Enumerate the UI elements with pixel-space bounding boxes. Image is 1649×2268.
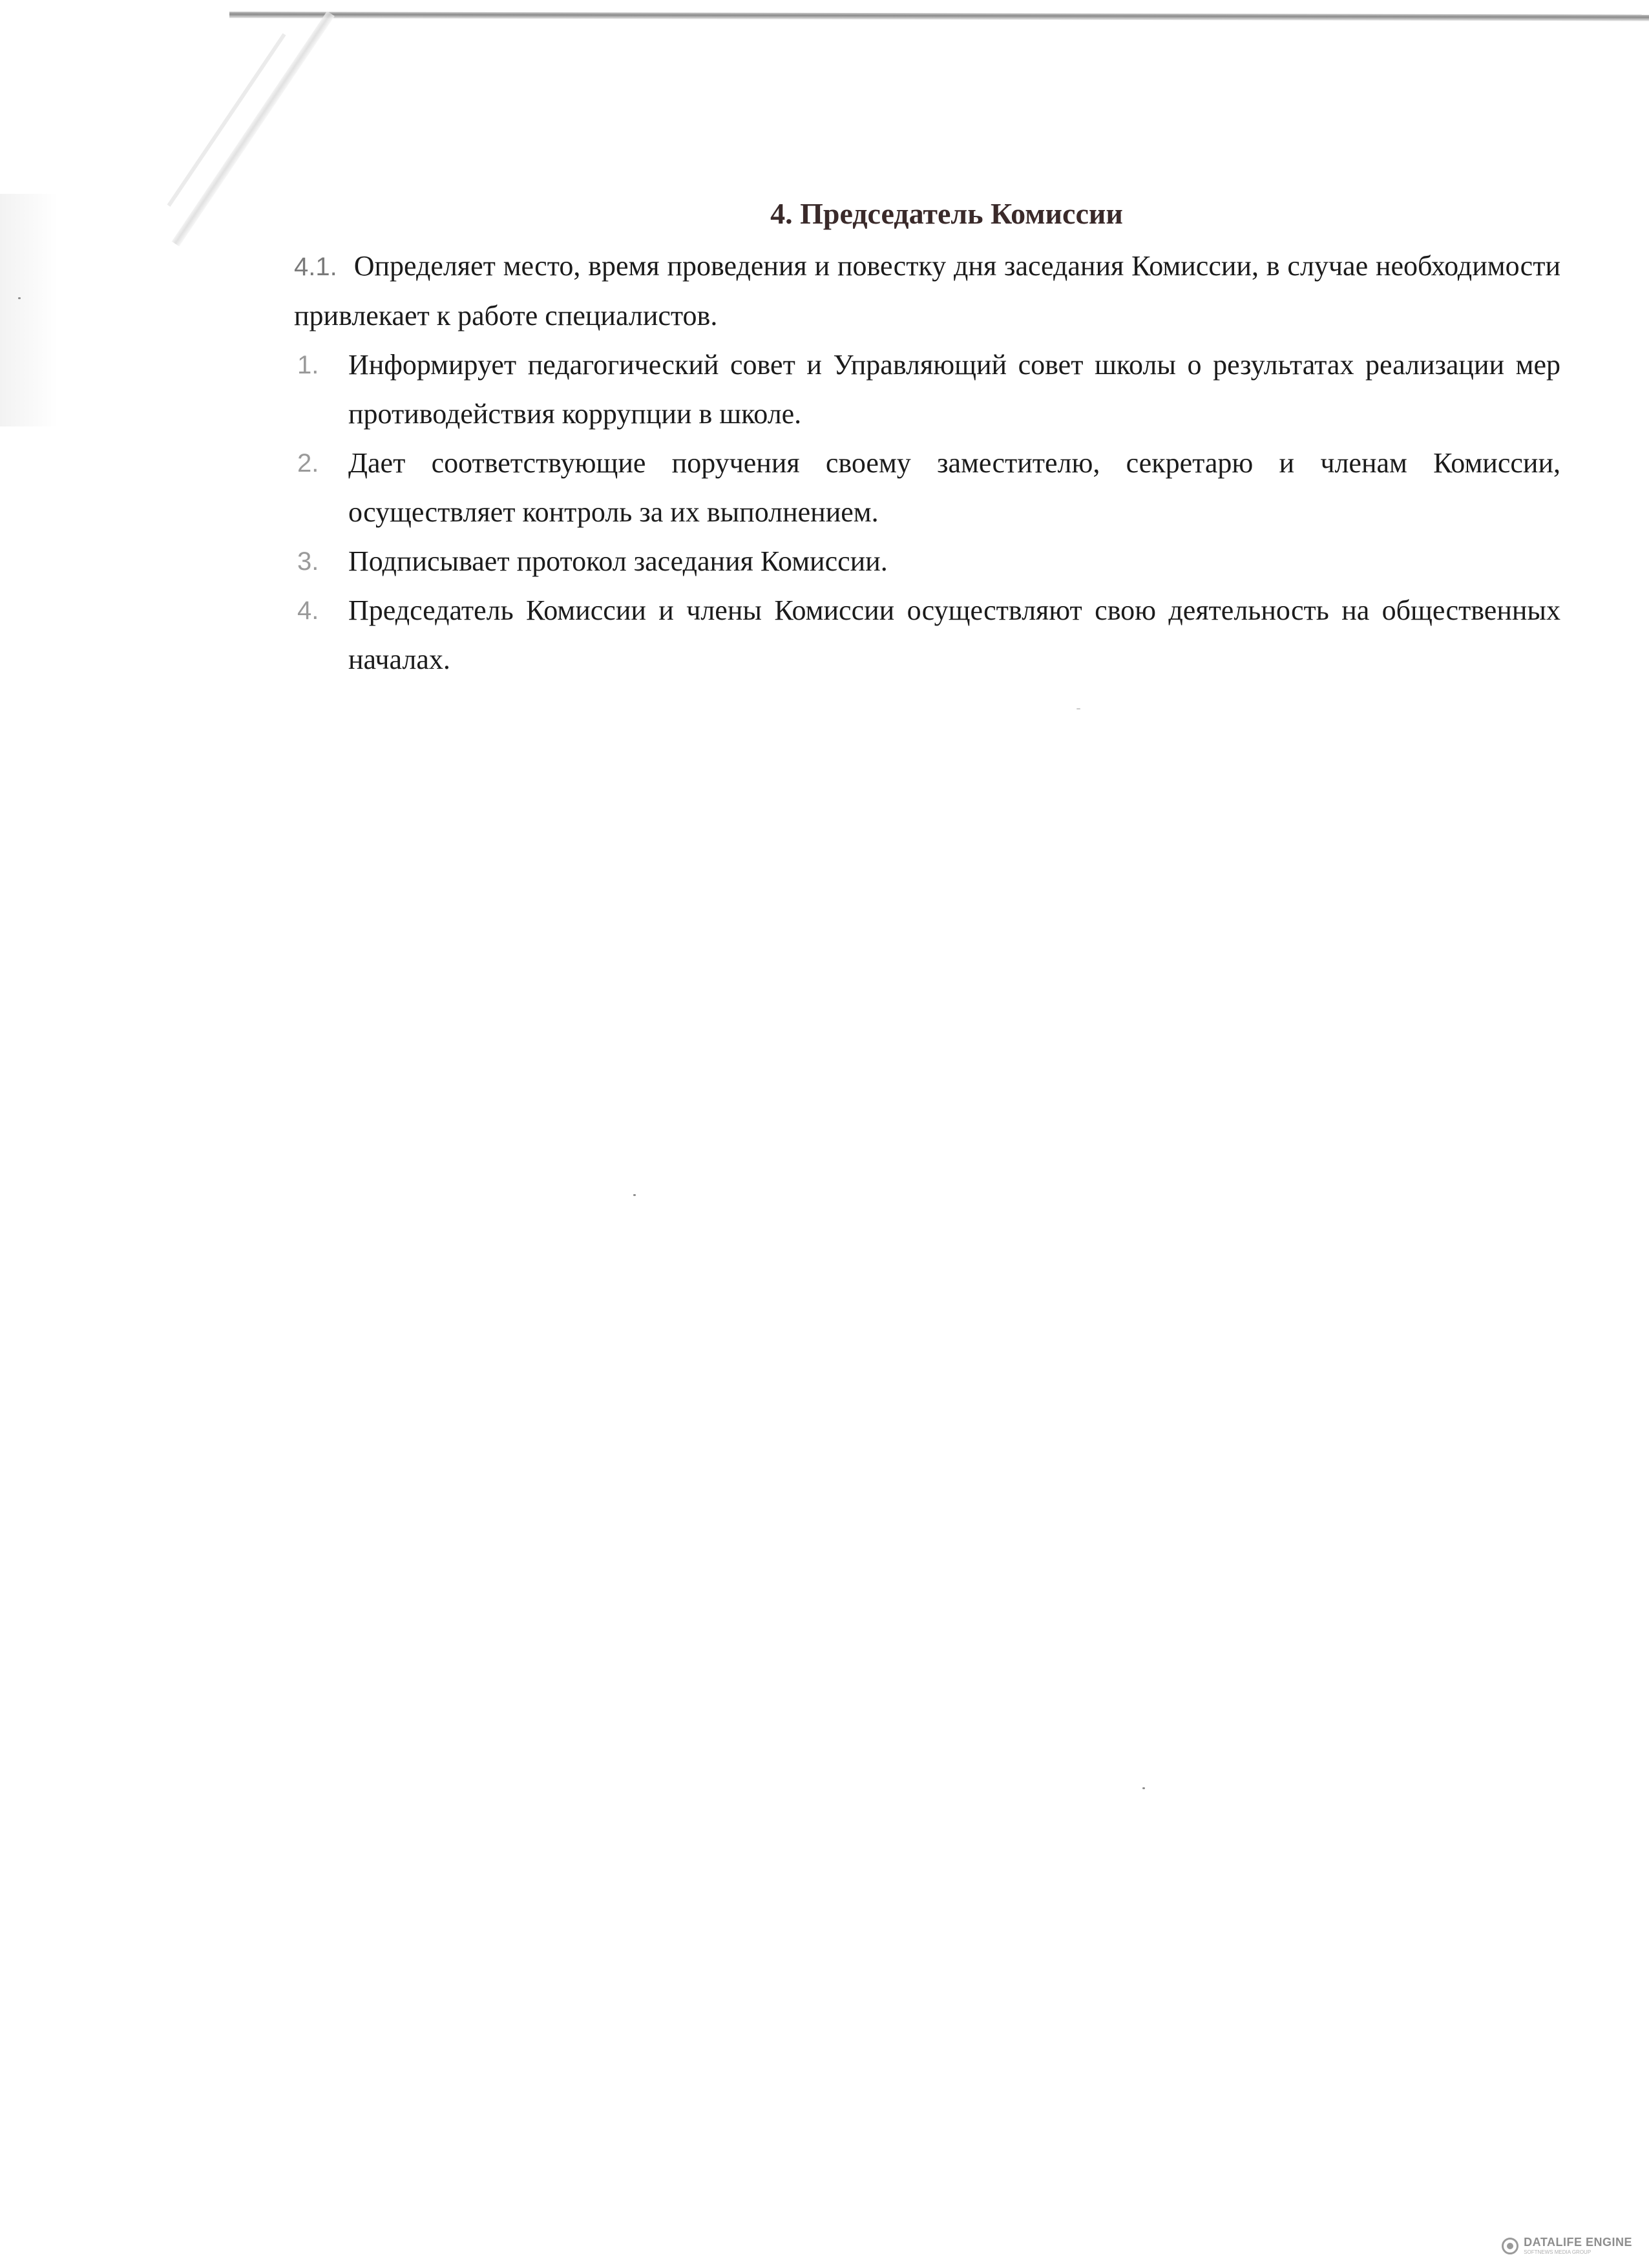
list-item-text: Информирует педагогический совет и Управляющий совет школы о результатах реализации мер противодействия коррупции в школе. (348, 349, 1560, 430)
scan-top-edge (229, 12, 1649, 21)
list-item (294, 537, 1560, 586)
list-item-number: 1. (297, 351, 319, 380)
section-heading: 4. Председатель Комиссии (770, 197, 1123, 230)
duties-list (294, 341, 1560, 684)
list-item-number: 3. (297, 547, 319, 576)
list-item-number: 2. (297, 449, 319, 478)
watermark-tagline: SOFTNEWS MEDIA GROUP (1524, 2249, 1591, 2255)
list-item-number: 4. (297, 596, 319, 625)
document-body (294, 194, 1560, 684)
watermark-logo (1502, 2236, 1632, 2255)
watermark-text (1524, 2236, 1632, 2255)
list-item-text: Дает соответствующие поручения своему заместителю, секретарю и членам Комиссии, осуществляет контроль за их выполнением. (348, 447, 1560, 529)
scan-speck (18, 297, 21, 299)
list-item (294, 341, 1560, 439)
datalife-logo-icon (1502, 2238, 1518, 2254)
scan-speck (633, 1194, 636, 1196)
list-item-text: Подписывает протокол заседания Комиссии. (348, 545, 888, 578)
intro-paragraph (294, 242, 1560, 341)
scan-fold-edge-inner (167, 33, 286, 207)
scan-speck (1142, 1787, 1145, 1789)
scan-left-shadow (0, 194, 58, 426)
intro-number: 4.1. (294, 253, 337, 282)
intro-text: Определяет место, время проведения и повестку дня заседания Комиссии, в случае необходимости привлекает к работе специалистов. (294, 250, 1560, 332)
list-item (294, 439, 1560, 537)
watermark-brand: DATALIFE ENGINE (1524, 2236, 1632, 2249)
list-item-text: Председатель Комиссии и члены Комиссии осуществляют свою деятельность на общественных началах. (348, 594, 1560, 676)
scan-speck (1077, 708, 1080, 709)
list-item (294, 586, 1560, 684)
